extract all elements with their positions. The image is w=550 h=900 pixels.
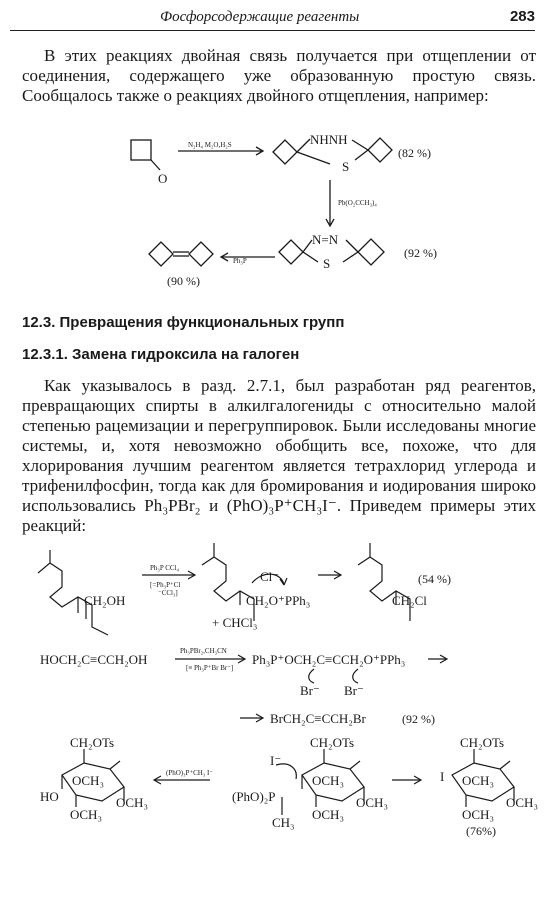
geraniol-oh: CH₂OH bbox=[84, 593, 126, 608]
och3-anomeric-3: OCH₃ bbox=[506, 795, 538, 810]
iodine-atom: I bbox=[440, 769, 445, 784]
body-paragraph bbox=[22, 376, 536, 536]
och3-c3-1: OCH₃ bbox=[70, 807, 102, 822]
och3-c3-2: OCH₃ bbox=[312, 807, 344, 822]
o-label: O bbox=[158, 171, 168, 186]
yield-final: (90 %) bbox=[167, 274, 200, 288]
s-label-bottom: S bbox=[323, 256, 331, 271]
reagent-top: N₂H₄ M₂O,H₂S bbox=[188, 141, 232, 149]
scheme-1 bbox=[0, 0, 550, 300]
methyl-p: CH₃ bbox=[272, 815, 295, 830]
reagent-1: Ph₃P CCl₄ bbox=[150, 564, 179, 572]
nn-label: N=N bbox=[312, 232, 339, 247]
yield-2: (92 %) bbox=[402, 712, 435, 726]
reagent-1b: [=Ph₃P⁺Cl bbox=[150, 581, 181, 589]
bromide-1: Br⁻ bbox=[300, 683, 320, 698]
reagent-side: Pb(O₂CCH₃)₄ bbox=[338, 199, 377, 207]
och3-ring-2: OCH₃ bbox=[312, 773, 344, 788]
reagent-bottom: Ph₃P bbox=[233, 257, 247, 265]
reagent-2b: [≡ Ph₃P⁺Br Br⁻] bbox=[186, 664, 234, 672]
och3-anomeric-2: OCH₃ bbox=[356, 795, 388, 810]
body-text: Как указывалось в разд. 2.7.1, был разработан ряд реагентов, превращающих спирты в алкилгалогениды с относительно малой степенью рацемизации и перегруппировок. Были исследованы многие системы, и, хотя невозможно обобщить все, похоже, что для хлорирования лучшим реагентом является тетрахлорид углерода и трифенилфосфин, тогда как для бромирования и иодирования широко использовались Ph₃PBr₂ и bbox=[22, 376, 536, 515]
body-tail: . Приведем примеры этих реакций: bbox=[22, 496, 537, 535]
reagent-3: (PhO)₃P⁺CH₃ I⁻ bbox=[166, 769, 214, 777]
dibromobutyne: BrCH₂C≡CCH₂Br bbox=[270, 711, 366, 726]
reagent-2: Ph₃PBr₂,CH₃CN bbox=[180, 647, 227, 655]
och3-anomeric-1: OCH₃ bbox=[116, 795, 148, 810]
och3-ring-1: OCH₃ bbox=[72, 773, 104, 788]
yield-bottom: (92 %) bbox=[404, 246, 437, 260]
phosphite-group: (PhO)₂P bbox=[232, 789, 276, 804]
ch2ots-2: CH₂OTs bbox=[310, 735, 355, 750]
s-label-top: S bbox=[342, 159, 350, 174]
reagent-1c: ⁻CCl₃] bbox=[158, 589, 178, 597]
section-12-3-title: 12.3. Превращения функциональных групп bbox=[22, 314, 345, 331]
scheme-3 bbox=[0, 735, 550, 875]
running-title: Фосфорсодержащие реагенты bbox=[160, 9, 360, 25]
iodide-ion: I⁻ bbox=[270, 753, 282, 768]
ch2cl: CH₂Cl bbox=[392, 593, 427, 608]
yield-top: (82 %) bbox=[398, 146, 431, 160]
intro-text: В этих реакциях двойная связь получается при отщеплении от соединения, содержащего уже образованную простую связь. Сообщалось также о реакциях двойного отщепления, например: bbox=[22, 46, 536, 105]
bisphosphonium: Ph₃P⁺OCH₂C≡CCH₂O⁺PPh₃ bbox=[252, 652, 406, 667]
chcl3: + CHCl₃ bbox=[212, 615, 258, 630]
page-number: 283 bbox=[509, 8, 535, 25]
cyclobutane-ring bbox=[131, 140, 151, 160]
och3-c3-3: OCH₃ bbox=[462, 807, 494, 822]
section-12-3-1-title: 12.3.1. Замена гидроксила на галоген bbox=[22, 346, 300, 363]
och3-ring-3: OCH₃ bbox=[462, 773, 494, 788]
nhnh-label: NHNH bbox=[310, 132, 348, 147]
ch2ots-3: CH₂OTs bbox=[460, 735, 505, 750]
cl-minus: Cl⁻ bbox=[260, 569, 280, 584]
bromide-2: Br⁻ bbox=[344, 683, 364, 698]
ho-group: HO bbox=[40, 789, 59, 804]
yield-1: (54 %) bbox=[418, 572, 451, 586]
ch2ots-1: CH₂OTs bbox=[70, 735, 115, 750]
butynediol: HOCH₂C≡CCH₂OH bbox=[40, 652, 148, 667]
phosphonium-formula: (PhO)₃P⁺CH₃I⁻ bbox=[226, 496, 337, 515]
yield-3: (76%) bbox=[466, 824, 496, 838]
ch2o-pph3: CH₂O⁺PPh₃ bbox=[246, 593, 311, 608]
